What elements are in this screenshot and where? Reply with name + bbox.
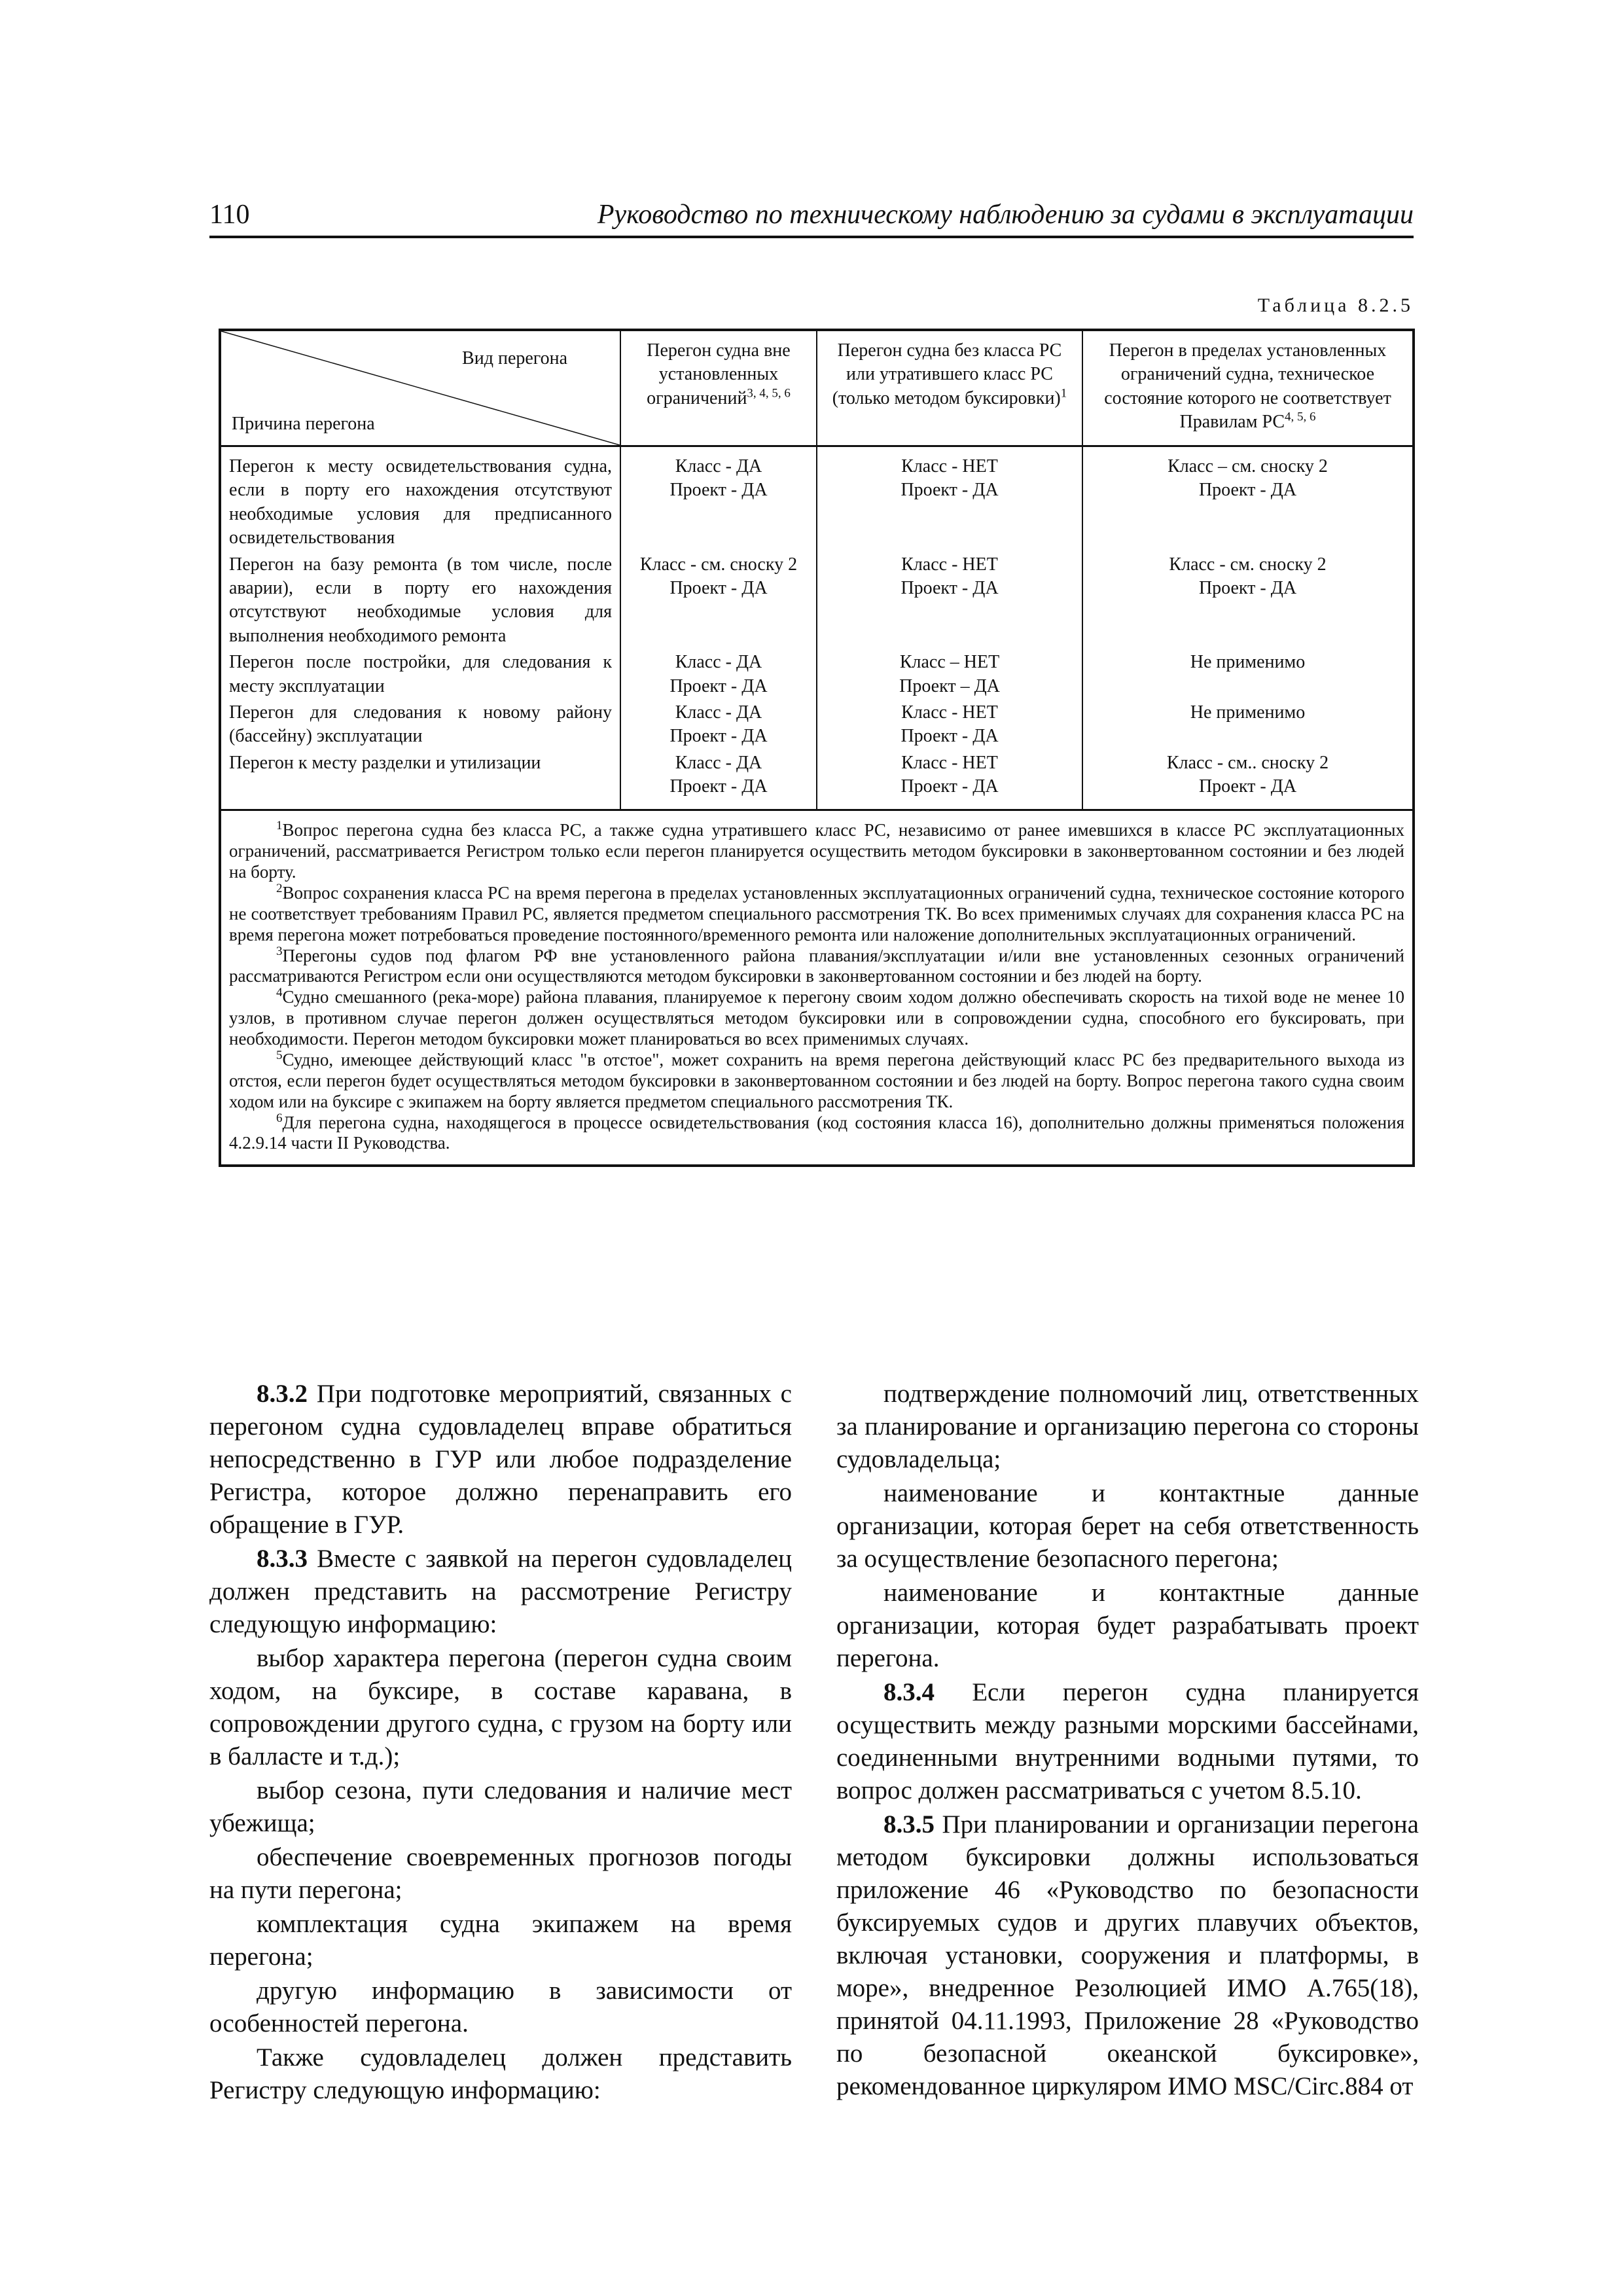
paragraph-text: наименование и контактные данные организации, которая берет на себя ответственность за осуществление безопасного перегона;	[836, 1479, 1419, 1573]
footnote-mark: 6	[276, 1111, 283, 1125]
table-row	[220, 750, 1414, 810]
table-row	[220, 649, 1414, 700]
project-value: Проект - ДА	[669, 726, 768, 747]
paragraph	[209, 1774, 792, 1840]
project-value: Проект - ДА	[1198, 480, 1297, 501]
column-header-text: Перегон в пределах установленных ограничений судна, техническое состояние которого не соответствует Правилам РС	[1104, 340, 1391, 433]
value-cell	[817, 700, 1082, 750]
project-value: Проект - ДА	[901, 726, 999, 747]
paragraph	[209, 1841, 792, 1907]
class-value: Класс – см. сноску 2	[1168, 456, 1328, 476]
paragraph-text: наименование и контактные данные организации, которая будет разрабатывать проект перегона.	[836, 1579, 1419, 1672]
paragraph	[209, 1543, 792, 1641]
footnote	[229, 1050, 1404, 1113]
table-row	[220, 446, 1414, 552]
column-header	[1082, 330, 1414, 446]
footnote-text: Судно, имеющее действующий класс "в отстое", может сохранить на время перегона действующий класс РС без предварительного выхода из отстоя, если перегон будет осуществляться методом буксировки в законвертованном состоянии и без людей на борту. Вопрос перегона такого судна своим ходом или на буксире с экипажем на борту является предметом специального рассмотрения ТК.	[229, 1049, 1404, 1111]
paragraph-text: выбор сезона, пути следования и наличие мест убежища;	[209, 1776, 792, 1837]
footnote	[229, 946, 1404, 988]
value-cell	[620, 552, 817, 650]
column-header-text: Перегон судна вне установленных ограничений	[647, 340, 791, 408]
reason-cell: Перегон на базу ремонта (в том числе, после аварии), если в порту его нахождения отсутствуют необходимые условия для выполнения необходимого ремонта	[220, 552, 620, 650]
body-column-left	[209, 1378, 792, 2108]
corner-header-cell	[220, 330, 620, 446]
paragraph	[836, 1378, 1419, 1476]
paragraph	[836, 1676, 1419, 1807]
value-cell	[1082, 750, 1414, 810]
footnote-ref: 1	[1060, 386, 1067, 401]
project-value: Проект - ДА	[669, 577, 768, 598]
value-cell	[1082, 700, 1414, 750]
footnote-mark: 5	[276, 1048, 283, 1062]
footnote-mark: 2	[276, 882, 283, 896]
paragraph	[209, 2041, 792, 2107]
class-value: Класс - ДА	[675, 456, 762, 476]
project-value: Проект - ДА	[901, 480, 999, 501]
footnote	[229, 883, 1404, 946]
value-cell	[817, 649, 1082, 700]
paragraph	[836, 1808, 1419, 2103]
class-value: Класс - ДА	[675, 702, 762, 723]
reason-cell: Перегон после постройки, для следования к месту эксплуатации	[220, 649, 620, 700]
project-value: Проект - ДА	[669, 480, 768, 501]
footnote-text: Вопрос перегона судна без класса РС, а также судна утратившего класс РС, независимо от ранее имевшихся в классе РС эксплуатационных ограничений, рассматривается Регистром только если перегон планируется осуществить методом буксировки в законвертованном состоянии и без людей на борту.	[229, 820, 1404, 882]
footnote-mark: 4	[276, 986, 283, 1000]
paragraph-text: Также судовладелец должен представить Регистру следующую информацию:	[209, 2043, 792, 2104]
paragraph-text: подтверждение полномочий лиц, ответственных за планирование и организацию перегона со стороны судовладельца;	[836, 1380, 1419, 1473]
paragraph-text: выбор характера перегона (перегон судна своим ходом, на буксире, в составе каравана, в сопровождении другого судна, с грузом на борту или в балласте и т.д.);	[209, 1644, 792, 1770]
value-cell	[817, 750, 1082, 810]
body-column-right	[836, 1378, 1419, 2104]
paragraph	[209, 1378, 792, 1541]
table-caption: Таблица 8.2.5	[1257, 295, 1414, 316]
paragraph	[209, 1975, 792, 2040]
paragraph-text: обеспечение своевременных прогнозов погоды на пути перегона;	[209, 1843, 792, 1904]
column-header	[620, 330, 817, 446]
value-cell	[1082, 649, 1414, 700]
footnotes-row	[220, 810, 1414, 1166]
value-cell	[620, 750, 817, 810]
footnote-text: Судно смешанного (река-море) района плавания, планируемое к перегону своим ходом должно обеспечивать скорость на тихой воде не менее 10 узлов, в противном случае перегон должен осуществляться методом буксировки или в сопровождении судна, способного его буксировать, при необходимости. Перегон методом буксировки может планироваться во всех применимых случаях.	[229, 987, 1404, 1049]
class-value: Класс - ДА	[675, 652, 762, 673]
column-header	[817, 330, 1082, 446]
footnote	[229, 1113, 1404, 1155]
value-cell	[817, 446, 1082, 552]
paragraph	[836, 1477, 1419, 1575]
paragraph-text: При подготовке мероприятий, связанных с перегоном судна судовладелец вправе обратиться непосредственно в ГУР или любое подразделение Регистра, которое должно перенаправить его обращение в ГУР.	[209, 1380, 792, 1539]
value-cell	[620, 649, 817, 700]
page-number: 110	[209, 200, 250, 230]
class-value: Класс - см.. сноску 2	[1166, 752, 1329, 773]
class-value: Класс - НЕТ	[901, 702, 998, 723]
corner-bottom-label: Причина перегона	[232, 413, 375, 434]
project-value: Проект – ДА	[899, 675, 1000, 696]
project-value: Проект - ДА	[1198, 577, 1297, 598]
paragraph-text: Вместе с заявкой на перегон судовладелец должен представить на рассмотрение Регистру следующую информацию:	[209, 1545, 792, 1638]
footnote-ref: 4, 5, 6	[1285, 410, 1316, 424]
paragraph-text: При планировании и организации перегона методом буксировки должны использоваться приложение 46 «Руководство по безопасности буксируемых судов и других плавучих объектов, включая установки, сооружения и платформы, в море», внедренное Резолюцией ИМО А.765(18), принятой 04.11.1993, Приложение 28 «Руководство по безопасной океанской буксировке», рекомендованное циркуляром ИМО MSC/Circ.884 от	[836, 1810, 1419, 2100]
footnote-text: Для перегона судна, находящегося в процессе освидетельствования (код состояния класса 16), дополнительно должны применяться положения 4.2.9.14 части II Руководства.	[229, 1112, 1404, 1153]
value-cell	[620, 446, 817, 552]
paragraph	[836, 1577, 1419, 1675]
project-value: Проект - ДА	[669, 776, 768, 797]
footnote	[229, 987, 1404, 1050]
section-number: 8.3.4	[883, 1678, 935, 1706]
class-value: Класс - ДА	[675, 752, 762, 773]
paragraph-text: Если перегон судна планируется осуществить между разными морскими бассейнами, соединенными внутренними водными путями, то вопрос должен рассматриваться с учетом 8.5.10.	[836, 1678, 1419, 1804]
class-value: Класс - НЕТ	[901, 752, 998, 773]
table-row	[220, 700, 1414, 750]
paragraph-text: другую информацию в зависимости от особенностей перегона.	[209, 1977, 792, 2037]
table-header-row	[220, 330, 1414, 446]
column-header-text: Перегон судна без класса РС или утратившего класс РС (только методом буксировки)	[832, 340, 1062, 408]
value-cell	[1082, 552, 1414, 650]
reason-cell: Перегон к месту освидетельствования судна, если в порту его нахождения отсутствуют необходимые условия для предписанного освидетельствования	[220, 446, 620, 552]
project-value: Проект - ДА	[1198, 776, 1297, 797]
footnote	[229, 820, 1404, 883]
paragraph	[209, 1642, 792, 1773]
class-value: Не применимо	[1190, 652, 1306, 673]
paragraph	[209, 1908, 792, 1973]
reason-cell: Перегон к месту разделки и утилизации	[220, 750, 620, 810]
footnote-ref: 3, 4, 5, 6	[747, 386, 791, 401]
footnote-text: Перегоны судов под флагом РФ вне установленного района плавания/эксплуатации и/или вне установленных сезонных ограничений рассматриваются Регистром если они осуществляются методом буксировки в законвертованном состоянии и без людей на борту.	[229, 945, 1404, 986]
footnote-text: Вопрос сохранения класса РС на время перегона в пределах установленных эксплуатационных ограничений судна, техническое состояние которого не соответствует требованиям Правил РС, является предметом специального рассмотрения ТК. Во всех применимых случаях для сохранения класса РС на время перегона может потребоваться проведение постоянного/временного ремонта или наложение дополнительных эксплуатационных ограничений.	[229, 883, 1404, 944]
project-value: Проект - ДА	[901, 776, 999, 797]
class-value: Класс - НЕТ	[901, 554, 998, 575]
footnote-mark: 3	[276, 944, 283, 958]
footnote-mark: 1	[276, 819, 283, 833]
reason-cell: Перегон для следования к новому району (бассейну) эксплуатации	[220, 700, 620, 750]
page-header	[209, 195, 1414, 238]
project-value: Проект - ДА	[669, 675, 768, 696]
transfer-table	[219, 329, 1415, 1167]
section-number: 8.3.5	[883, 1810, 935, 1839]
running-title: Руководство по техническому наблюдению за судами в эксплуатации	[597, 200, 1414, 230]
table-row	[220, 552, 1414, 650]
footnotes-cell	[220, 810, 1414, 1166]
section-number: 8.3.2	[257, 1380, 308, 1408]
paragraph-text: комплектация судна экипажем на время перегона;	[209, 1910, 792, 1971]
value-cell	[620, 700, 817, 750]
class-value: Класс - см. сноску 2	[1169, 554, 1327, 575]
class-value: Класс - НЕТ	[901, 456, 998, 476]
value-cell	[817, 552, 1082, 650]
class-value: Класс - см. сноску 2	[639, 554, 798, 575]
class-value: Класс – НЕТ	[899, 652, 1000, 673]
section-number: 8.3.3	[257, 1545, 308, 1573]
value-cell	[1082, 446, 1414, 552]
class-value: Не применимо	[1190, 702, 1306, 723]
project-value: Проект - ДА	[901, 577, 999, 598]
corner-top-label: Вид перегона	[462, 348, 567, 368]
